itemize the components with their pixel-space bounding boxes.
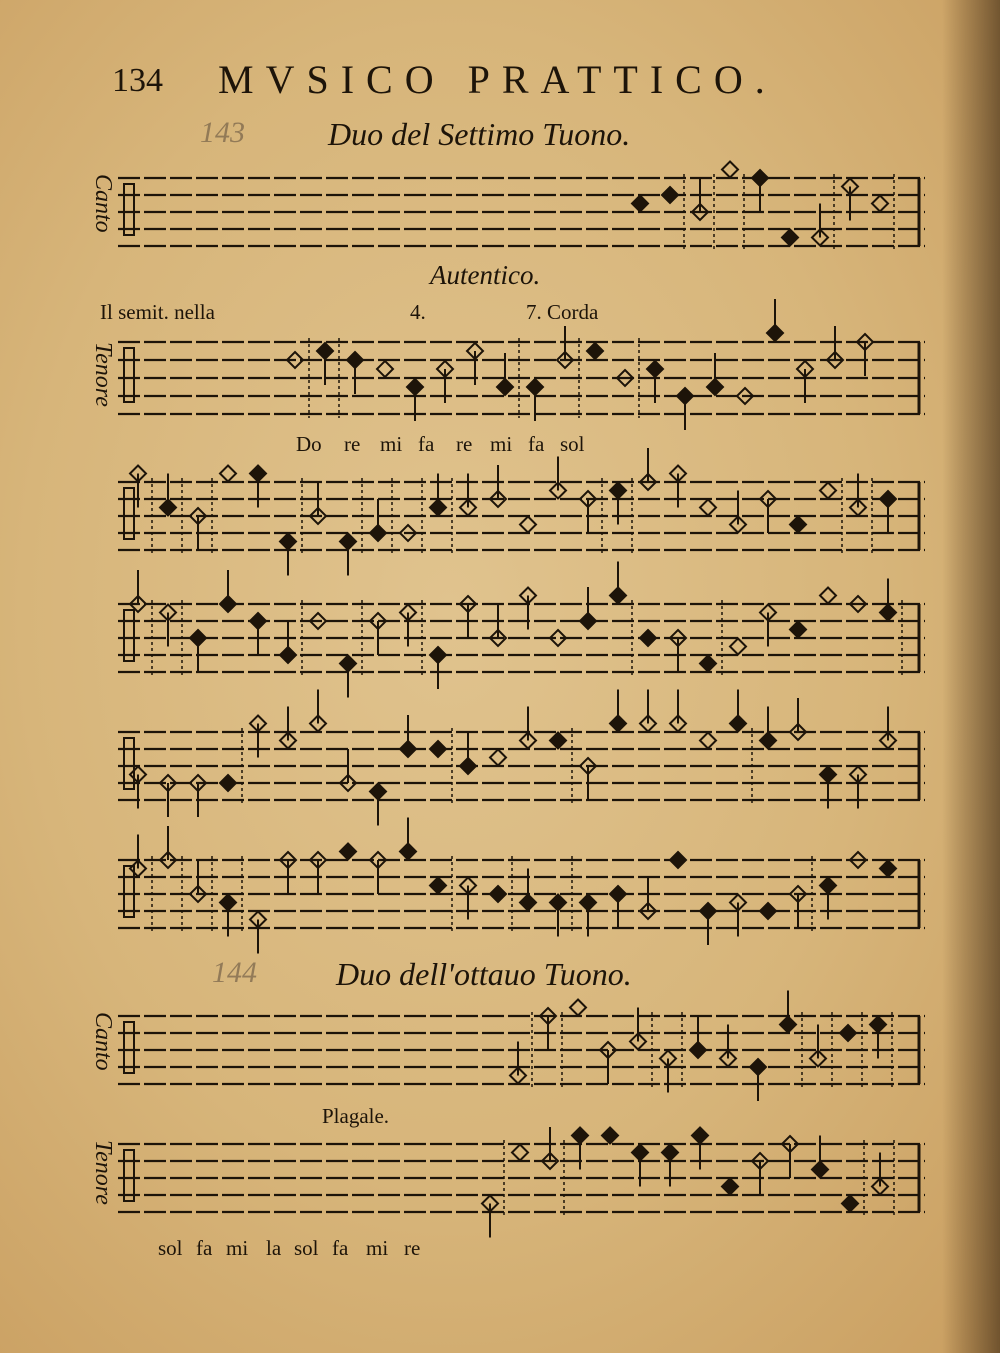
staff-lines [118, 178, 925, 1212]
note-head [512, 1145, 528, 1161]
voice-label: Tenore [90, 342, 116, 407]
note-head [550, 733, 566, 749]
note-head [760, 903, 776, 919]
solmization-syllable: mi [490, 432, 513, 456]
solmization-syllable: fa [196, 1236, 213, 1260]
note-head [587, 343, 603, 359]
note-head [700, 656, 716, 672]
note-head [722, 162, 738, 178]
clefs [124, 184, 134, 1201]
note-head [820, 483, 836, 499]
clef-glyph [124, 610, 134, 661]
clef-glyph [124, 1150, 134, 1201]
note-head [790, 517, 806, 533]
note-head [490, 750, 506, 766]
clef-glyph [124, 1022, 134, 1073]
page-number: 134 [112, 62, 163, 99]
note-head [220, 466, 236, 482]
annotation-seventh-string: 7. Corda [526, 300, 599, 324]
mode-subtitle: Autentico. [430, 260, 541, 290]
solmization-syllable: fa [528, 432, 545, 456]
section-title: Duo del Settimo Tuono. [328, 116, 631, 152]
mode-subtitle: Plagale. [322, 1104, 390, 1128]
annotation-fourth: 4. [410, 300, 426, 324]
solmization-syllable: sol [560, 432, 585, 456]
note-head [730, 639, 746, 655]
note-head [820, 588, 836, 604]
note-head [700, 733, 716, 749]
note-head [722, 1179, 738, 1195]
note-head [790, 622, 806, 638]
solmization-syllable: fa [418, 432, 435, 456]
running-title: MVSICO PRATTICO. [218, 57, 777, 102]
solmization-syllable: re [456, 432, 473, 456]
note-head [377, 361, 393, 377]
note-head [782, 230, 798, 246]
solmization-syllable: sol [158, 1236, 183, 1260]
note-head [430, 741, 446, 757]
voice-label: Canto [90, 174, 116, 233]
folio-number: 143 [200, 116, 245, 149]
annotation-semitone: Il semit. nella [100, 300, 215, 324]
voice-label: Tenore [90, 1140, 116, 1205]
note-head [570, 1000, 586, 1016]
section-title: Duo dell'ottauo Tuono. [336, 956, 632, 992]
solmization-syllable: mi [226, 1236, 249, 1260]
clef-glyph [124, 866, 134, 917]
clef-glyph [124, 738, 134, 789]
folio-number: 144 [212, 956, 257, 989]
note-head [602, 1128, 618, 1144]
note-head [700, 500, 716, 516]
note-head [632, 196, 648, 212]
note-head [490, 886, 506, 902]
note-head [880, 861, 896, 877]
solmization-syllable: fa [332, 1236, 349, 1260]
clef-glyph [124, 488, 134, 539]
solmization-syllable: mi [366, 1236, 389, 1260]
solmization-syllable: Do [296, 432, 322, 456]
solmization-syllable: sol [294, 1236, 319, 1260]
notes [130, 162, 919, 1238]
solmization-syllable: mi [380, 432, 403, 456]
solmization-syllable: la [266, 1236, 282, 1260]
note-head [220, 775, 236, 791]
note-head [640, 630, 656, 646]
clef-glyph [124, 184, 134, 235]
note-head [340, 844, 356, 860]
solmization-syllable: re [404, 1236, 421, 1260]
note-head [840, 1025, 856, 1041]
note-head [662, 187, 678, 203]
note-head [842, 1196, 858, 1212]
note-head [520, 517, 536, 533]
note-head [872, 196, 888, 212]
note-head [670, 852, 686, 868]
solmization-syllable: re [344, 432, 361, 456]
clef-glyph [124, 348, 134, 402]
voice-label: Canto [90, 1012, 116, 1071]
note-head [430, 878, 446, 894]
